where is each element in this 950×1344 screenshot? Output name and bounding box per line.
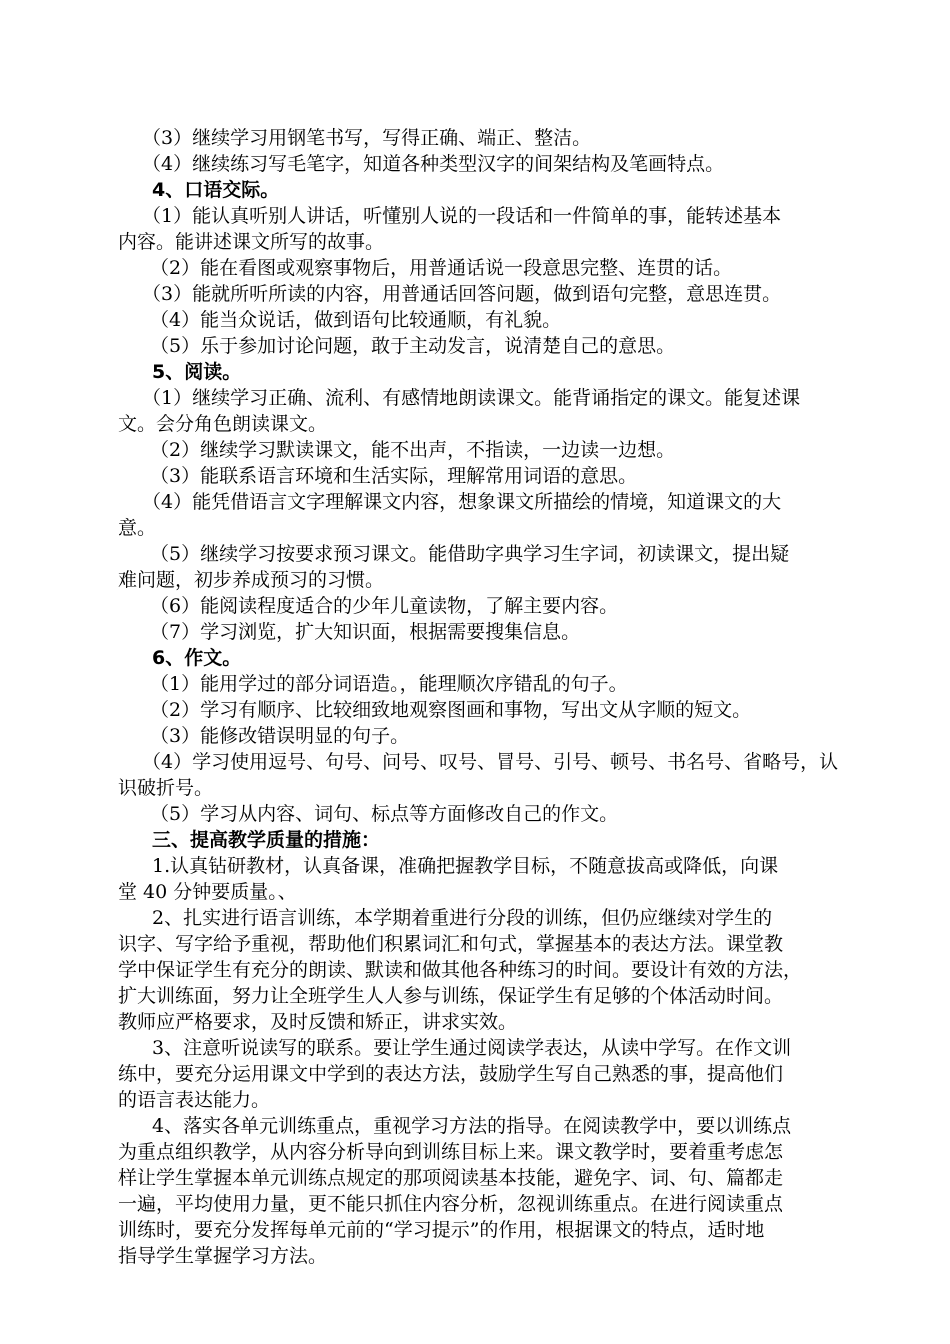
text-line: 1.认真钻研教材，认真备课，准确把握教学目标，不随意拔高或降低，向课 [152,855,779,877]
text-line: 文。会分角色朗读课文。 [118,413,328,435]
text-line: 样让学生掌握本单元训练点规定的那项阅读基本技能，避免字、词、句、篇都走 [118,1167,784,1189]
text-line: 识破折号。 [118,777,214,799]
text-line: 学中保证学生有充分的朗读、默读和做其他各种练习的时间。要设计有效的方法， [118,959,803,981]
text-line: 3、注意听说读写的联系。要让学生通过阅读学表达，从读中学写。在作文训 [152,1037,792,1059]
text-line: 训练时，要充分发挥每单元前的“学习提示”的作用，根据课文的特点，适时地 [118,1219,765,1241]
section-heading: 三、提高教学质量的措施： [152,829,381,851]
text-line: （4）继续练习写毛笔字，知道各种类型汉字的间架结构及笔画特点。 [142,153,725,175]
text-line: 为重点组织教学，从内容分析导向到训练目标上来。课文教学时，要着重考虑怎 [118,1141,784,1163]
text-line: （1）能认真听别人讲话，听懂别人说的一段话和一件简单的事，能转述基本 [142,205,782,227]
text-line: 扩大训练面，努力让全班学生人人参与训练，保证学生有足够的个体活动时间。 [118,985,784,1007]
text-line: 意。 [118,517,157,539]
text-line: （3）能就所听所读的内容，用普通话回答问题，做到语句完整，意思连贯。 [142,283,782,305]
text-line: 教师应严格要求，及时反馈和矫正，讲求实效。 [118,1011,518,1033]
text-line: （5）乐于参加讨论问题，敢于主动发言，说清楚自己的意思。 [150,335,676,357]
text-line: （3）能修改错误明显的句子。 [150,725,410,747]
text-line: 的语言表达能力。 [118,1089,271,1111]
text-line: 一遍，平均使用力量，更不能只抓住内容分析，忽视训练重点。在进行阅读重点 [118,1193,784,1215]
text-line: （4）能当众说话，做到语句比较通顺，有礼貌。 [150,309,562,331]
text-line: 4、落实各单元训练重点，重视学习方法的指导。在阅读教学中，要以训练点 [152,1115,792,1137]
text-line: （6）能阅读程度适合的少年儿童读物，了解主要内容。 [150,595,619,617]
text-line: （2）能在看图或观察事物后，用普通话说一段意思完整、连贯的话。 [150,257,733,279]
section-heading: 6、作文。 [152,647,242,669]
section-heading: 4、口语交际。 [152,179,280,201]
text-line: （1）能用学过的部分词语造。，能理顺次序错乱的句子。 [150,673,628,695]
text-line: 指导学生掌握学习方法。 [118,1245,328,1267]
text-line: 识字、写字给予重视，帮助他们积累词汇和句式，掌握基本的表达方法。课堂教 [118,933,784,955]
text-line: （3）继续学习用钢笔书写，写得正确、端正、整洁。 [142,127,592,149]
text-line: 难问题，初步养成预习的习惯。 [118,569,385,591]
text-line: （2）学习有顺序、比较细致地观察图画和事物，写出文从字顺的短文。 [150,699,752,721]
text-line: （7）学习浏览，扩大知识面，根据需要搜集信息。 [150,621,581,643]
text-line: （5）继续学习按要求预习课文。能借助字典学习生字词，初读课文，提出疑 [150,543,790,565]
text-line: 内容。能讲述课文所写的故事。 [118,231,385,253]
text-line: （4）能凭借语言文字理解课文内容，想象课文所描绘的情境，知道课文的大 [142,491,782,513]
text-line: （5）学习从内容、词句、标点等方面修改自己的作文。 [150,803,619,825]
text-line: 堂 40 分钟要质量。、 [118,881,297,903]
text-line: 练中，要充分运用课文中学到的表达方法，鼓励学生写自己熟悉的事，提高他们 [118,1063,784,1085]
text-line: （4）学习使用逗号、句号、问号、叹号、冒号、引号、顿号、书名号、省略号，认 [142,751,839,773]
text-line: （3）能联系语言环境和生活实际，理解常用词语的意思。 [150,465,638,487]
text-line: 2、扎实进行语言训练，本学期着重进行分段的训练，但仍应继续对学生的 [152,907,773,929]
text-line: （2）继续学习默读课文，能不出声，不指读，一边读一边想。 [150,439,676,461]
text-line: （1）继续学习正确、流利、有感情地朗读课文。能背诵指定的课文。能复述课 [142,387,801,409]
section-heading: 5、阅读。 [152,361,242,383]
